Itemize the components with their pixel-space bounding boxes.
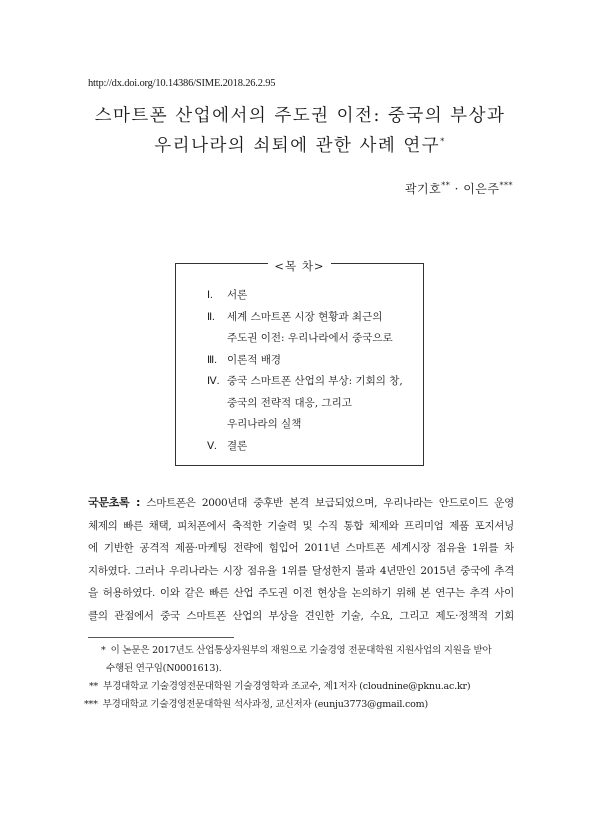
toc-item: Ⅴ. 결론 <box>207 439 248 452</box>
toc-heading-wrap <box>176 255 423 274</box>
author-2-email-note[interactable]: 부경대학교 기술경영전문대학원 석사과정, 교신저자 (eunju3773@gmail.com) <box>102 699 428 710</box>
toc-item-continued: 우리나라의 실책 <box>227 418 302 430</box>
toc-item-continued: 주도권 이전: 우리나라에서 중국으로 <box>227 332 393 344</box>
toc-heading: <목 차> <box>268 259 330 273</box>
author-2-mark[interactable]: *** <box>499 181 513 190</box>
author-1-email-note[interactable]: 부경대학교 기술경영전문대학원 기술경영학과 조교수, 제1저자 (cloudnine@pknu.ac.kr) <box>103 681 471 692</box>
toc-item: Ⅱ. 세계 스마트폰 시장 현황과 최근의 <box>207 310 383 323</box>
author-line <box>405 180 513 197</box>
abstract-line: 국문초록 : 스마트폰은 2000년대 중후반 본격 보급되었으며, 우리나라는 안드로이드 운영 <box>88 496 514 509</box>
footnote-divider <box>88 637 234 638</box>
title-line-2 <box>0 131 600 161</box>
korean-abstract <box>88 492 514 627</box>
abstract-line: 체제의 빠른 채택, 피처폰에서 축적한 기술력 및 수직 통합 체제와 프리미엄 제품 포지셔닝 <box>88 519 514 532</box>
abstract-line: 에 기반한 공격적 제품·마케팅 전략에 힘입어 2011년 스마트폰 세계시장 점유율 1위를 차 <box>88 542 514 554</box>
toc-item: Ⅳ. 중국 스마트폰 산업의 부상: 기회의 창, <box>207 375 403 387</box>
title-text-1: 스마트폰 산업에서의 주도권 이전: 중국의 부상과 <box>94 106 506 126</box>
author-1-mark[interactable]: ** <box>441 181 451 190</box>
abstract-line: 을 허용하였다. 이와 같은 빠른 산업 주도권 이전 현상을 논의하기 위해 본 연구는 추격 사이 <box>88 587 514 599</box>
title-footnote-mark[interactable]: * <box>440 137 446 147</box>
footnote-1: * 이 논문은 2017년도 산업통상자원부의 재원으로 기술경영 전문대학원 지원사업의 지원을 받아 <box>101 645 492 656</box>
doi-link[interactable]: http://dx.doi.org/10.14386/SIME.2018.26.2.95 <box>88 78 276 89</box>
title-text-2: 우리나라의 쇠퇴에 관한 사례 연구 <box>154 136 441 156</box>
footnote-3: *** 부경대학교 기술경영전문대학원 석사과정, 교신저자 (eunju3773@gmail.com) <box>84 699 428 710</box>
footnote-2: ** 부경대학교 기술경영전문대학원 기술경영학과 조교수, 제1저자 (cloudnine@pknu.ac.kr) <box>89 681 471 692</box>
footnote-1-continued: 수행된 연구임(N0001613). <box>106 663 222 674</box>
abstract-line: 지하였다. 그러나 우리나라는 시장 점유율 1위를 달성한지 불과 4년만인 2015년 중국에 추격 <box>88 564 514 577</box>
abstract-label: 국문초록 : <box>88 496 141 509</box>
author-1: 곽기호 <box>404 182 442 196</box>
toc-list <box>207 285 403 457</box>
table-of-contents-box <box>175 259 424 466</box>
toc-item: Ⅰ. 서론 <box>207 289 248 301</box>
abstract-line: 클의 관점에서 중국 스마트폰 산업의 부상을 견인한 기술, 수요, 그리고 제도·정책적 기회 <box>88 609 514 622</box>
author-2: 이은주 <box>463 182 500 196</box>
toc-item-continued: 중국의 전략적 대응, 그리고 <box>227 396 352 409</box>
title-line-1 <box>0 101 600 131</box>
toc-item: Ⅲ. 이론적 배경 <box>207 353 282 366</box>
author-separator: · <box>454 182 459 196</box>
